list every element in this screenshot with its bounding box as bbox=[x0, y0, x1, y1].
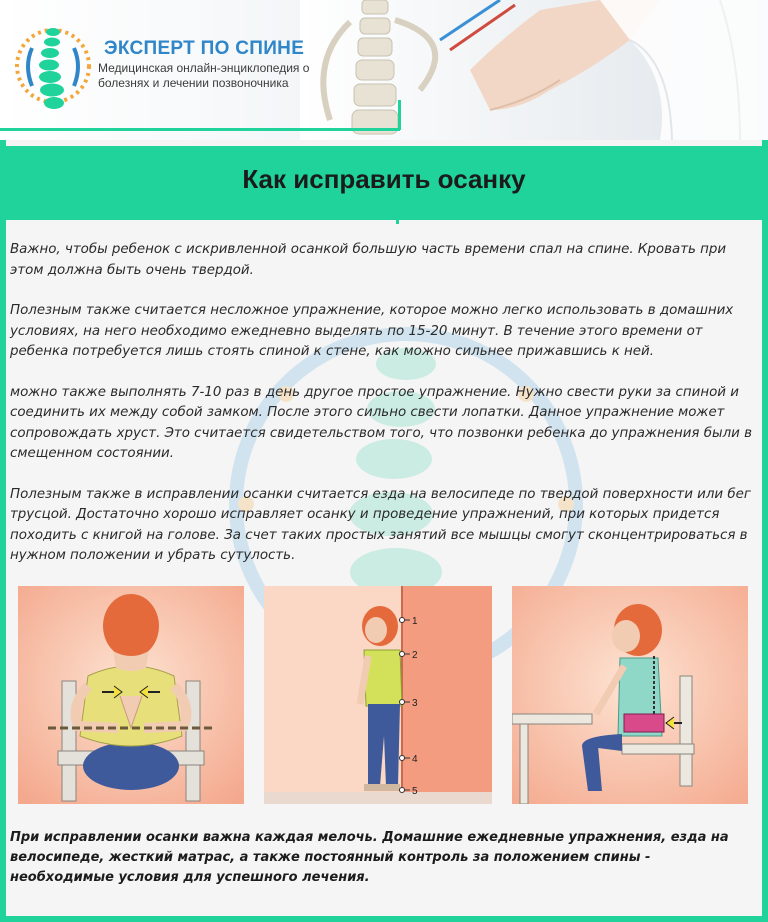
article-paragraphs bbox=[10, 240, 758, 587]
article-conclusion: При исправлении осанки важна каждая мелочь. Домашние ежедневные упражнения, езда на велосипеде, жесткий матрас, а также постоянный контроль за положением спины - необходимые условия для успешного лечения. bbox=[10, 830, 729, 885]
wall-marker-5: 5 bbox=[412, 786, 418, 797]
brand-subtitle-line-1: Медицинская онлайн-энциклопедия о bbox=[98, 61, 310, 75]
sitting-posture-illustration bbox=[512, 586, 748, 804]
wall-marker-2: 2 bbox=[412, 650, 418, 661]
skeleton-hands-icon bbox=[300, 0, 768, 140]
illustrations-row bbox=[18, 586, 748, 804]
wall-posture-illustration bbox=[264, 586, 492, 804]
wall-marker-1: 1 bbox=[412, 616, 418, 627]
title-bar bbox=[0, 146, 768, 220]
paragraph-4: Полезным также в исправлении осанки считается езда на велосипеде по твердой поверхности или бег трусцой. Достаточно хорошо исправляет осанку и проведение упражнений, при которых придется походить с книгой на голове. За счет таких простых занятий все мышцы смогут сконцентрироваться в нужном положении и убрать сутулость. bbox=[10, 486, 751, 563]
brand-title: ЭКСПЕРТ ПО СПИНЕ bbox=[104, 38, 305, 59]
spine-logo-icon bbox=[12, 18, 94, 114]
site-header bbox=[0, 0, 768, 140]
brand-subtitle bbox=[98, 61, 338, 91]
header-divider bbox=[0, 128, 400, 131]
paragraph-2: Полезным также считается несложное упражнение, которое можно легко использовать в домашних условиях, на него необходимо ежедневно выделять по 15-20 минут. В течение этого времени от ребенка потребуется лишь стоять спиной к стене, как можно сильнее прижавшись к ней. bbox=[10, 303, 734, 359]
paragraph-3: можно также выполнять 7-10 раз в день другое простое упражнение. Нужно свести руки за спиной и соединить их между собой замком. После этого сильно свести лопатки. Данное упражнение может сопровождать хруст. Это считается свидетельством того, что позвонки ребенка до упражнения были в смещенном состоянии. bbox=[10, 384, 752, 461]
wall-marker-4: 4 bbox=[412, 754, 418, 765]
article-content bbox=[6, 224, 762, 914]
paragraph-1: Важно, чтобы ребенок с искривленной осанкой большую часть времени спал на спине. Кровать при этом должна быть очень твердой. bbox=[10, 242, 727, 278]
header-divider-vertical bbox=[398, 100, 401, 130]
page-title: Как исправить осанку bbox=[242, 164, 526, 194]
back-exercise-illustration bbox=[18, 586, 244, 804]
wall-marker-3: 3 bbox=[412, 698, 418, 709]
brand-subtitle-line-2: болезнях и лечении позвоночника bbox=[98, 76, 289, 90]
